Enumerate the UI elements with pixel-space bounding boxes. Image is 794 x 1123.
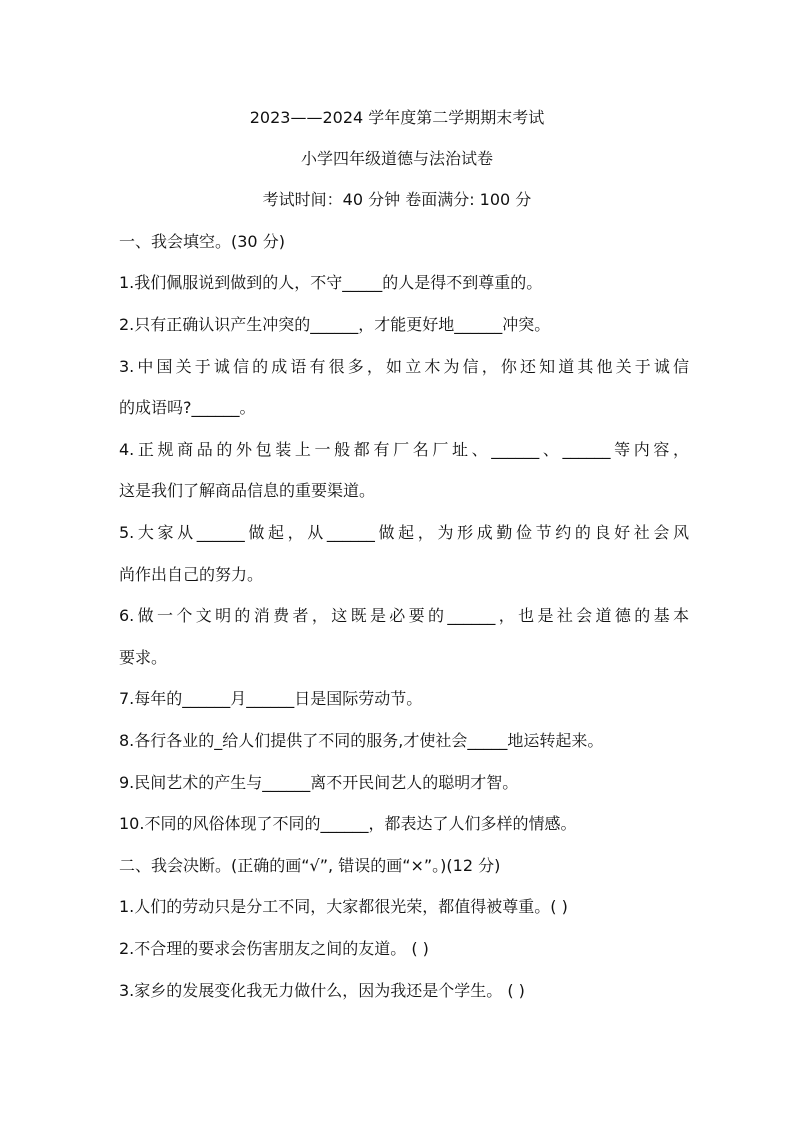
question-line: 10.不同的风俗体现了不同的______，都表达了人们多样的情感。: [119, 814, 577, 833]
question-line: 的成语吗?______。: [119, 398, 256, 417]
exam-info: 考试时间：40 分钟 卷面满分: 100 分: [262, 190, 532, 209]
judgement-line: 2.不合理的要求会伤害朋友之间的友道。 ( ): [119, 939, 429, 958]
judgement-line: 1.人们的劳动只是分工不同，大家都很光荣，都值得被尊重。( ): [119, 897, 568, 916]
question-line: 这是我们了解商品信息的重要渠道。: [119, 481, 376, 500]
question-line: 要求。: [119, 648, 168, 667]
question-line: 4.正规商品的外包装上一般都有厂名厂址、______、______等内容，: [119, 440, 689, 459]
section-heading-judgement: 二、我会决断。(正确的画“√”, 错误的画“×”。)(12 分): [119, 856, 501, 875]
question-line: 1.我们佩服说到做到的人，不守_____的人是得不到尊重的。: [119, 273, 543, 292]
question-line: 6.做一个文明的消费者，这既是必要的______，也是社会道德的基本: [119, 606, 689, 625]
question-line: 7.每年的______月______日是国际劳动节。: [119, 689, 423, 708]
exam-title: 2023——2024 学年度第二学期期末考试: [249, 108, 545, 127]
question-line: 3.中国关于诚信的成语有很多，如立木为信，你还知道其他关于诚信: [119, 357, 689, 376]
question-line: 2.只有正确认识产生冲突的______，才能更好地______冲突。: [119, 315, 551, 334]
question-line: 尚作出自己的努力。: [119, 565, 264, 584]
question-line: 8.各行各业的_给人们提供了不同的服务,才使社会_____地运转起来。: [119, 731, 604, 750]
exam-subtitle: 小学四年级道德与法治试卷: [300, 149, 493, 168]
question-line: 5.大家从______做起，从______做起，为形成勤俭节约的良好社会风: [119, 523, 689, 542]
question-line: 9.民间艺术的产生与______离不开民间艺人的聪明才智。: [119, 773, 519, 792]
judgement-line: 3.家乡的发展变化我无力做什么，因为我还是个学生。 ( ): [119, 981, 525, 1000]
section-heading-fill-blank: 一、我会填空。(30 分): [119, 232, 285, 251]
